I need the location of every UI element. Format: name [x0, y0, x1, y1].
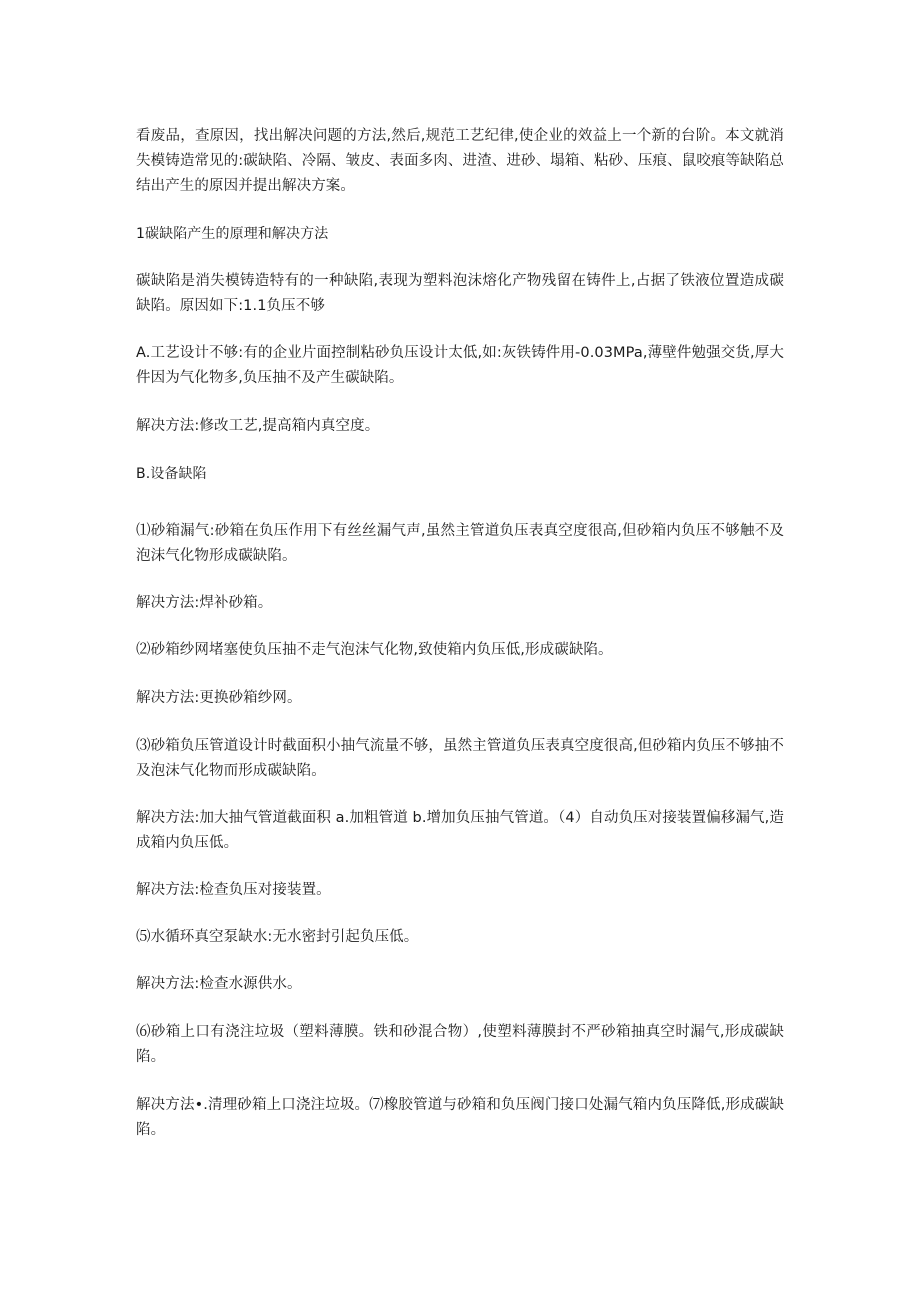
- paragraph-solution: 解决方法:检查水源供水。: [136, 976, 302, 992]
- paragraph-solution: 解决方法:更换砂箱纱网。: [136, 690, 302, 706]
- paragraph-list-item: ⑶砂箱负压管道设计时截面积小抽气流量不够，虽然主管道负压表真空度很高,但砂箱内负压不够抽不及泡沫气化物而形成碳缺陷。: [136, 738, 784, 779]
- paragraph-item-a: A.工艺设计不够:有的企业片面控制粘砂负压设计太低,如:灰铁铸件用-0.03MPa,薄壁件勉强交货,厚大件因为气化物多,负压抽不及产生碳缺陷。: [136, 345, 784, 386]
- section-heading: 1碳缺陷产生的原理和解决方法: [136, 226, 329, 242]
- paragraph-list-item: ⑸水循环真空泵缺水:无水密封引起负压低。: [136, 929, 419, 945]
- paragraph-solution: 解决方法:加大抽气管道截面积 a.加粗管道 b.增加负压抽气管道。（4）自动负压对接装置偏移漏气,造成箱内负压低。: [136, 810, 784, 851]
- paragraph-solution: 解决方法:焊补砂箱。: [136, 595, 273, 611]
- paragraph-item-b: B.设备缺陷: [136, 466, 207, 482]
- paragraph-intro: 看废品，查原因，找出解决问题的方法,然后,规范工艺纪律,使企业的效益上一个新的台阶。本文就消失模铸造常见的:碳缺陷、冷隔、皱皮、表面多肉、进渣、进砂、塌箱、粘砂、压痕、鼠咬痕等缺陷总结出产生的原因并提出解决方案。: [136, 128, 784, 194]
- paragraph-definition: 碳缺陷是消失模铸造特有的一种缺陷,表现为塑料泡沫熔化产物残留在铸件上,占据了铁液位置造成碳缺陷。原因如下:1.1负压不够: [136, 273, 784, 314]
- paragraph-solution: 解决方法:检查负压对接装置。: [136, 882, 331, 898]
- paragraph-solution: 解决方法:修改工艺,提高箱内真空度。: [136, 418, 380, 434]
- paragraph-solution: 解决方法•.清理砂箱上口浇注垃圾。⑺橡胶管道与砂箱和负压阀门接口处漏气箱内负压降低,形成碳缺陷。: [136, 1097, 784, 1138]
- document-body: [136, 124, 784, 1143]
- paragraph-list-item: ⑵砂箱纱网堵塞使负压抽不走气泡沫气化物,致使箱内负压低,形成碳缺陷。: [136, 642, 613, 658]
- paragraph-list-item: ⑴砂箱漏气:砂箱在负压作用下有丝丝漏气声,虽然主管道负压表真空度很高,但砂箱内负压不够触不及泡沫气化物形成碳缺陷。: [136, 523, 784, 564]
- paragraph-list-item: ⑹砂箱上口有浇注垃圾（塑料薄膜。铁和砂混合物）,使塑料薄膜封不严砂箱抽真空时漏气,形成碳缺陷。: [136, 1024, 784, 1065]
